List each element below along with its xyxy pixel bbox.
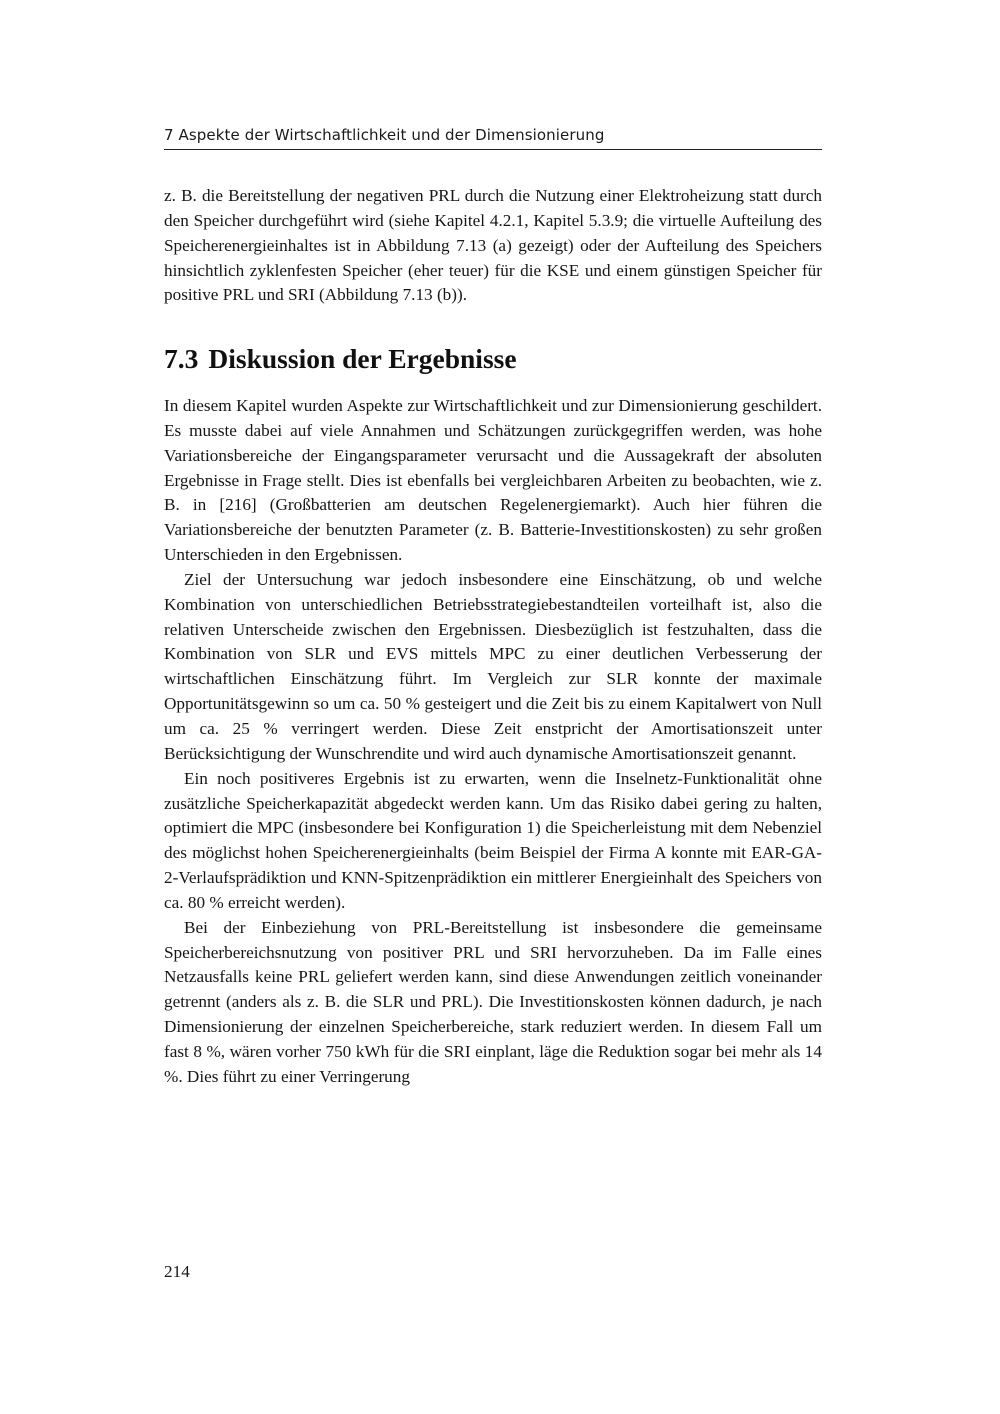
paragraph-3: Ein noch positiveres Ergebnis ist zu erwarten, wenn die Inselnetz-Funktionalität ohne zusätzliche Speicherkapazität abgedeckt werden kann. Um das Risiko dabei gering zu halten, optimiert die MPC (insbesondere bei Konfiguration 1) die Speicherleistung mit dem Nebenziel des möglichst hohen Speicherenergieinhalts (beim Beispiel der Firma A konnte mit EAR-GA-2-Verlaufsprädiktion und KNN-Spitzenprädiktion ein mittlerer Energieinhalt des Speichers von ca. 80 % erreicht werden).: [164, 768, 822, 912]
header-rule: [164, 149, 822, 150]
section-number: 7.3: [164, 343, 199, 374]
section-body: [164, 394, 822, 1090]
paragraph-4: Bei der Einbeziehung von PRL-Bereitstellung ist insbesondere die gemeinsame Speicherbereichsnutzung von positiver PRL und SRI hervorzuheben. Da im Falle eines Netzausfalls keine PRL geliefert werden kann, sind diese Anwendungen zeitlich voneinander getrennt (anders als z. B. die SLR und PRL). Die Investitionskosten können dadurch, je nach Dimensionierung der einzelnen Speicherbereiche, stark reduziert werden. In diesem Fall um fast 8 %, wären vorher 750 kWh für die SRI einplant, läge die Reduktion sogar bei mehr als 14 %. Dies führt zu einer Verringerung: [164, 917, 822, 1086]
running-header: 7 Aspekte der Wirtschaftlichkeit und der Dimensionierung: [164, 126, 605, 144]
paragraph-2: Ziel der Untersuchung war jedoch insbesondere eine Einschätzung, ob und welche Kombination von unterschiedlichen Betriebsstrategiebestandteilen vorteilhaft ist, also die relativen Unterscheide zwischen den Ergebnissen. Diesbezüglich ist festzuhalten, dass die Kombination von SLR und EVS mittels MPC zu einer deutlichen Verbesserung der wirtschaftlichen Einschätzung führt. Im Vergleich zur SLR konnte der maximale Opportunitätsgewinn so um ca. 50 % gesteigert und die Zeit bis zu einem Kapitalwert von Null um ca. 25 % verringert werden. Diese Zeit enstpricht der Amortisationszeit unter Berücksichtigung der Wunschrendite und wird auch dynamische Amortisationszeit genannt.: [164, 569, 822, 763]
intro-paragraph: z. B. die Bereitstellung der negativen PRL durch die Nutzung einer Elektroheizung statt durch den Speicher durchgeführt wird (siehe Kapitel 4.2.1, Kapitel 5.3.9; die virtuelle Aufteilung des Speicherenergieinhaltes ist in Abbildung 7.13 (a) gezeigt) oder der Aufteilung des Speichers hinsichtlich zyklenfesten Speicher (eher teuer) für die KSE und einem günstigen Speicher für positive PRL und SRI (Abbildung 7.13 (b)).: [164, 186, 822, 305]
section-heading: [164, 341, 822, 377]
paragraph-1: In diesem Kapitel wurden Aspekte zur Wirtschaftlichkeit und zur Dimensionierung geschildert. Es musste dabei auf viele Annahmen und Schätzungen zurückgegriffen werden, was hohe Variationsbereiche der Eingangsparameter verursacht und die Aussagekraft der absoluten Ergebnisse in Frage stellt. Dies ist ebenfalls bei vergleichbaren Arbeiten zu beobachten, wie z. B. in [216] (Großbatterien am deutschen Regelenergiemarkt). Auch hier führen die Variationsbereiche der benutzten Parameter (z. B. Batterie-Investitionskosten) zu sehr großen Unterschieden in den Ergebnissen.: [164, 396, 822, 565]
page-number: 214: [164, 1262, 190, 1281]
section-title: Diskussion der Ergebnisse: [208, 343, 517, 374]
